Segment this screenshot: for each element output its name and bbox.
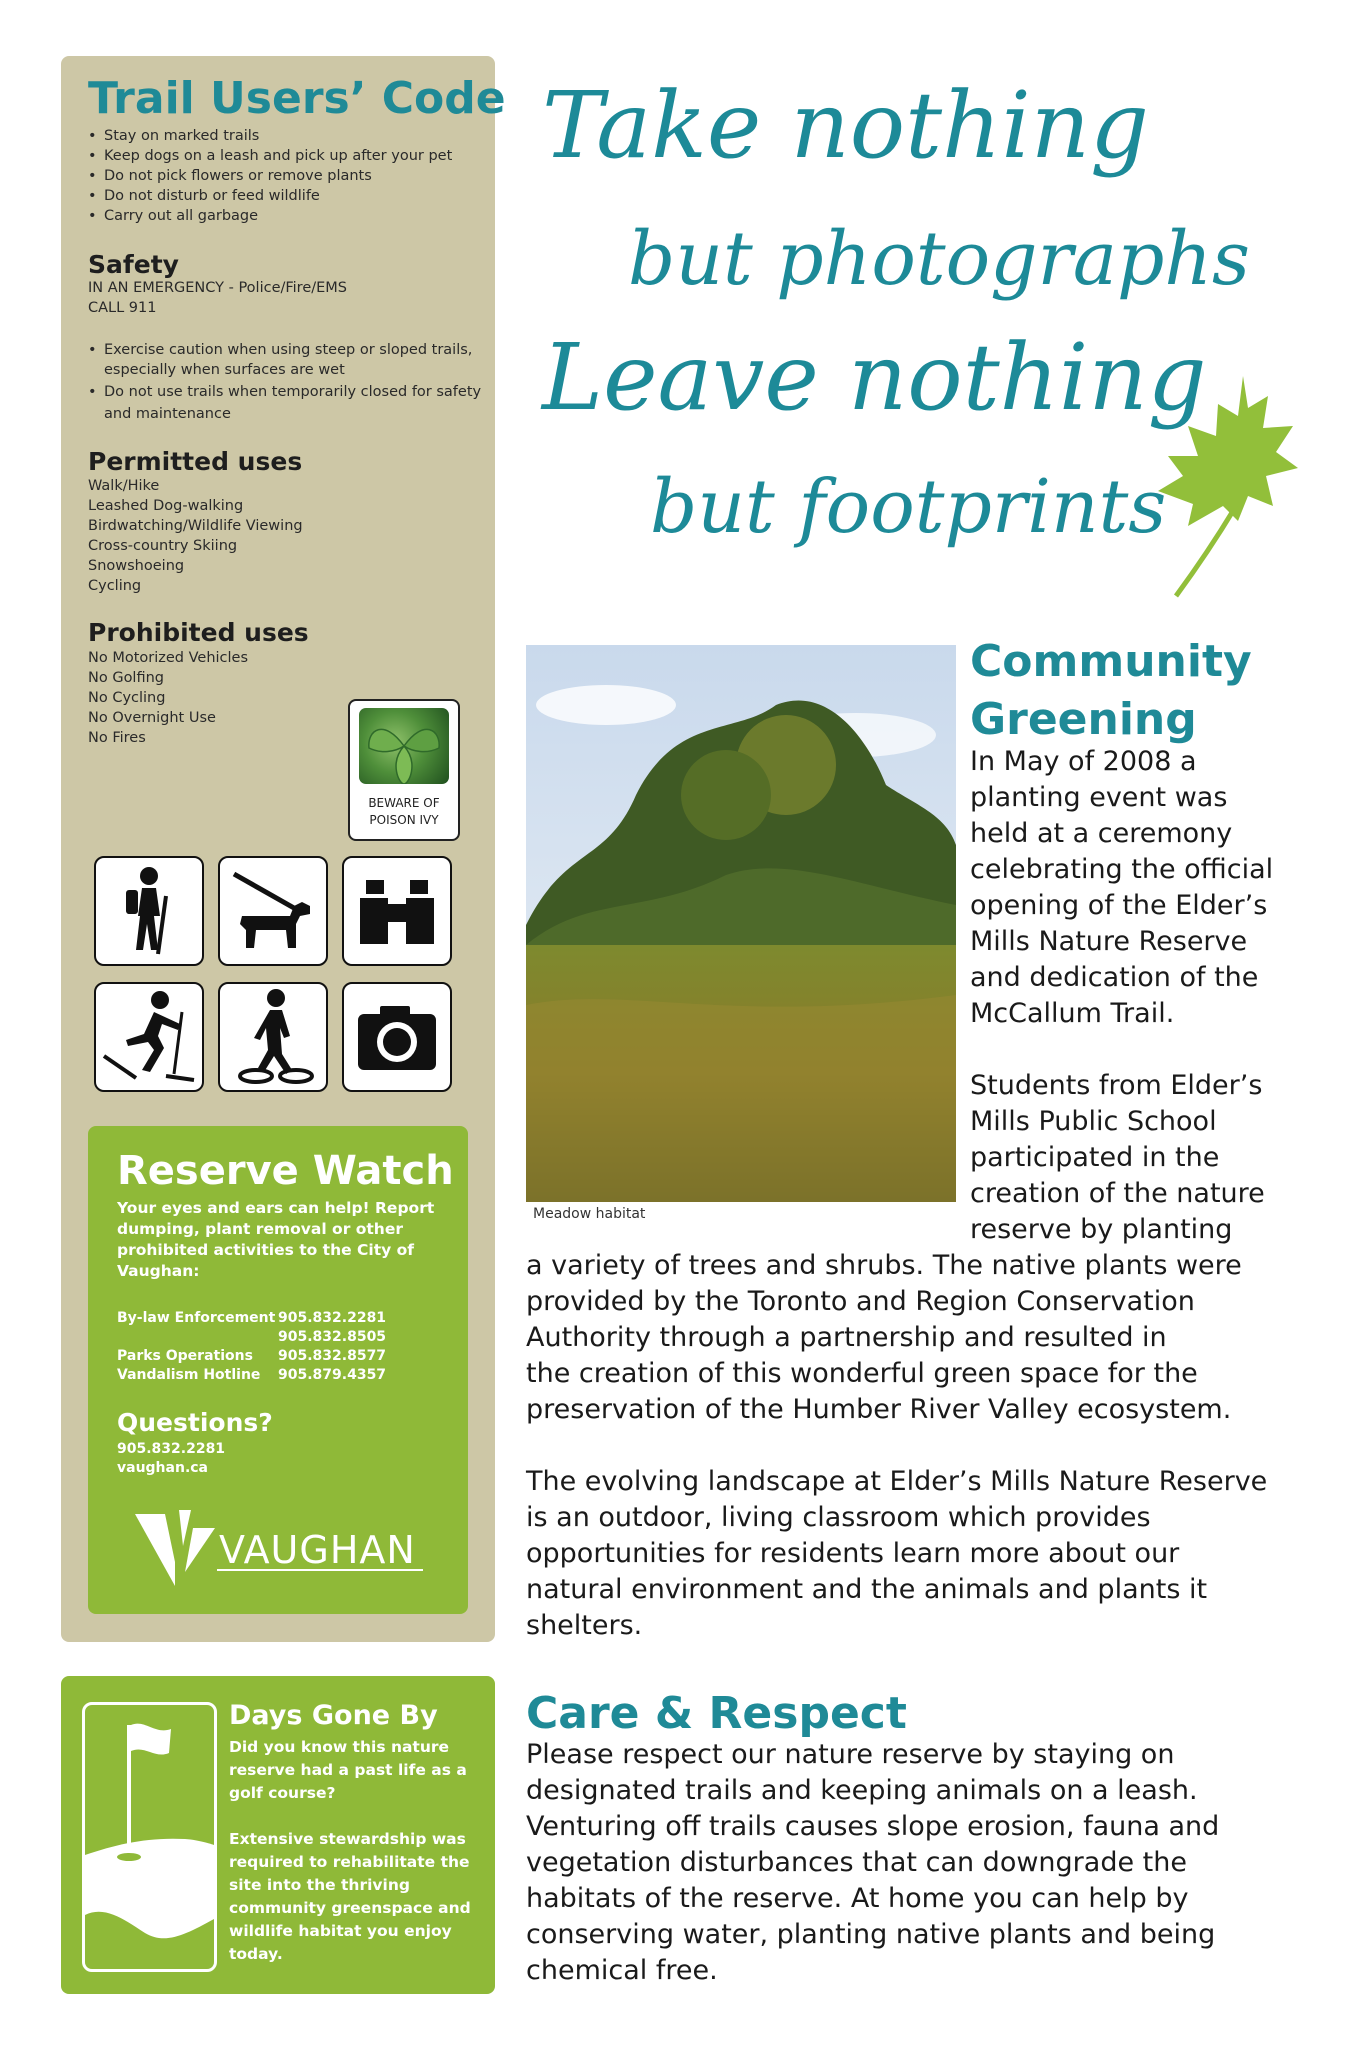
maple-leaf-icon <box>1088 356 1308 601</box>
care-title: Care & Respect <box>526 1688 907 1739</box>
meadow-photo <box>526 645 956 1202</box>
safety-tips <box>88 340 481 424</box>
text-line: shelters. <box>526 1610 643 1641</box>
community-title-line-2: Greening <box>970 694 1197 745</box>
contact-phone: 905.879.4357 <box>278 1367 387 1383</box>
text-line: Mills Nature Reserve <box>970 926 1248 957</box>
text-line: Authority through a partnership and resulted in <box>526 1322 1167 1353</box>
headline-line-1: Take nothing <box>542 72 1149 179</box>
list-item: No Motorized Vehicles <box>88 650 249 666</box>
questions-website: vaughan.ca <box>117 1460 209 1476</box>
permitted-list <box>88 476 303 596</box>
list-item: Snowshoeing <box>88 558 185 574</box>
list-item: Leashed Dog-walking <box>88 498 244 514</box>
text-line: Students from Elder’s <box>970 1070 1263 1101</box>
caption-line: BEWARE OF <box>368 796 440 810</box>
text-line: conserving water, planting native plants and being <box>526 1919 1216 1950</box>
text-line: creation of the nature <box>970 1178 1265 1209</box>
tip-line: and maintenance <box>104 406 231 422</box>
text-line: chemical free. <box>526 1955 718 1986</box>
headline-line-4: but footprints <box>650 464 1167 550</box>
contact-phone: 905.832.2281 <box>278 1310 387 1326</box>
poison-ivy-warning <box>348 699 460 841</box>
list-item: Cross-country Skiing <box>88 538 238 554</box>
headline-line-3: Leave nothing <box>542 324 1207 431</box>
contact-phone: 905.832.8505 <box>278 1329 387 1345</box>
text-line: and dedication of the <box>970 962 1259 993</box>
list-item <box>88 382 481 424</box>
emergency-call-text: CALL 911 <box>88 300 157 316</box>
dog-on-leash-icon <box>218 856 328 966</box>
contact-phone: 905.832.8577 <box>278 1348 387 1364</box>
reserve-watch-box <box>88 1126 468 1614</box>
contact-label: Vandalism Hotline <box>117 1367 261 1383</box>
snowshoer-icon <box>218 982 328 1092</box>
cross-country-skier-icon <box>94 982 204 1092</box>
tip-line: Do not use trails when temporarily closed for safety <box>104 384 482 400</box>
trail-info-panel <box>61 56 506 1642</box>
permitted-title: Permitted uses <box>88 447 303 476</box>
questions-title: Questions? <box>117 1408 273 1437</box>
text-line: Mills Public School <box>970 1106 1217 1137</box>
text-line: Venturing off trails causes slope erosion, fauna and <box>526 1811 1220 1842</box>
text-line: preservation of the Humber River Valley ecosystem. <box>526 1394 1232 1425</box>
hiker-icon <box>94 856 204 966</box>
prohibited-title: Prohibited uses <box>88 618 309 647</box>
list-item: • Do not disturb or feed wildlife <box>88 186 452 206</box>
list-item: No Cycling <box>88 690 166 706</box>
list-item <box>88 340 481 380</box>
text-line: opportunities for residents learn more about our <box>526 1538 1180 1569</box>
reserve-watch-text: Your eyes and ears can help! Report dumping, plant removal or other prohibited activities to the City of Vaughan: <box>117 1199 435 1280</box>
vaughan-logo-text: VAUGHAN <box>219 1528 416 1572</box>
vaughan-logo <box>135 1506 425 1586</box>
list-item: Cycling <box>88 578 142 594</box>
text-line: McCallum Trail. <box>970 998 1175 1029</box>
days-gone-by-title: Days Gone By <box>229 1700 438 1731</box>
text-line: Please respect our nature reserve by staying on <box>526 1739 1175 1770</box>
text-line: a variety of trees and shrubs. The native plants were <box>526 1250 1242 1281</box>
text-line: held at a ceremony <box>970 818 1233 849</box>
text-line: planting event was <box>970 782 1228 813</box>
caption-line: POISON IVY <box>369 813 439 827</box>
community-title-line-1: Community <box>970 636 1252 687</box>
text-line: celebrating the official <box>970 854 1274 885</box>
text-line: participated in the <box>970 1142 1220 1173</box>
days-gone-by-text2: Extensive stewardship was required to rehabilitate the site into the thriving community greenspace and wildlife habitat you enjoy today. <box>229 1830 471 1963</box>
list-item: • Carry out all garbage <box>88 206 452 226</box>
list-item: • Keep dogs on a leash and pick up after your pet <box>88 146 452 166</box>
list-item: No Overnight Use <box>88 710 216 726</box>
list-item: • Do not pick flowers or remove plants <box>88 166 452 186</box>
days-gone-by-text1: Did you know this nature reserve had a past life as a golf course? <box>229 1738 467 1802</box>
text-line: natural environment and the animals and plants it <box>526 1574 1208 1605</box>
safety-title: Safety <box>88 250 179 279</box>
poison-ivy-caption <box>350 795 458 829</box>
prohibited-list <box>88 648 248 748</box>
contact-label: By-law Enforcement <box>117 1310 276 1326</box>
text-line: The evolving landscape at Elder’s Mills Nature Reserve <box>526 1466 1268 1497</box>
list-item: Birdwatching/Wildlife Viewing <box>88 518 303 534</box>
text-line: the creation of this wonderful green space for the <box>526 1358 1198 1389</box>
text-line: is an outdoor, living classroom which provides <box>526 1502 1151 1533</box>
headline-line-2: but photographs <box>628 216 1251 302</box>
text-line: provided by the Toronto and Region Conservation <box>526 1286 1195 1317</box>
list-item: Walk/Hike <box>88 478 160 494</box>
binoculars-icon <box>342 856 452 966</box>
days-gone-by-box <box>61 1676 495 1994</box>
list-item: No Golfing <box>88 670 164 686</box>
questions-phone: 905.832.2281 <box>117 1441 226 1457</box>
reserve-watch-title: Reserve Watch <box>117 1148 454 1194</box>
text-line: In May of 2008 a <box>970 746 1197 777</box>
list-item: • Stay on marked trails <box>88 126 452 146</box>
photo-caption: Meadow habitat <box>533 1206 646 1222</box>
text-line: designated trails and keeping animals on a leash. <box>526 1775 1198 1806</box>
tip-line: especially when surfaces are wet <box>104 362 345 378</box>
text-line: habitats of the reserve. At home you can help by <box>526 1883 1189 1914</box>
list-item: No Fires <box>88 730 146 746</box>
poison-ivy-image <box>359 708 449 784</box>
text-line: opening of the Elder’s <box>970 890 1268 921</box>
trail-code-title: Trail Users’ Code <box>88 73 506 124</box>
tip-line: Exercise caution when using steep or sloped trails, <box>104 342 473 358</box>
camera-icon <box>342 982 452 1092</box>
trail-code-rules <box>88 126 452 226</box>
contact-label: Parks Operations <box>117 1348 253 1364</box>
emergency-text: IN AN EMERGENCY - Police/Fire/EMS <box>88 280 348 296</box>
text-line: reserve by planting <box>970 1214 1233 1245</box>
text-line: vegetation disturbances that can downgrade the <box>526 1847 1187 1878</box>
golf-flag-icon <box>82 1702 217 1972</box>
